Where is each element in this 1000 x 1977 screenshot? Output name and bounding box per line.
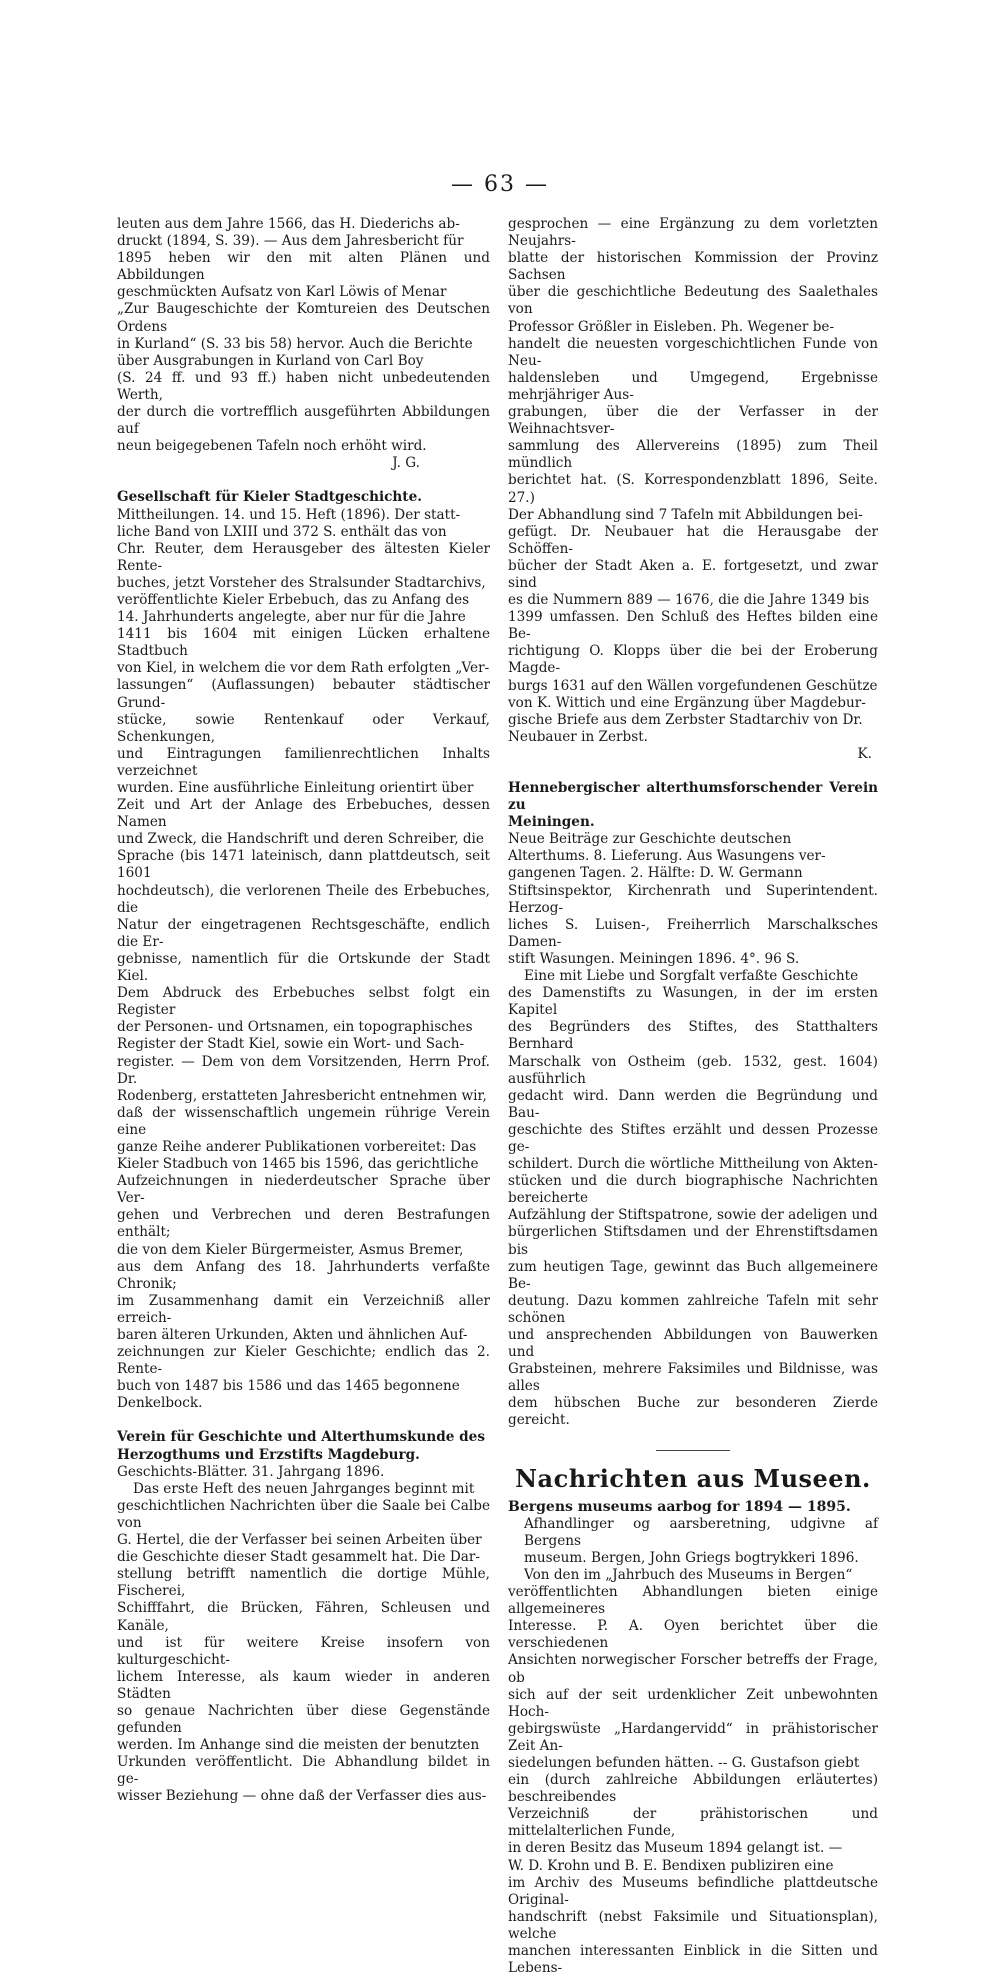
text-line: gangenen Tagen. 2. Hälfte: D. W. Germann	[508, 865, 803, 882]
text-line: Neue Beiträge zur Geschichte deutschen	[508, 831, 792, 848]
text-line: baren älteren Urkunden, Akten und ähnlichen Auf-	[117, 1327, 468, 1343]
text-line: Stiftsinspektor, Kirchenrath und Superintendent. Herzog-	[508, 882, 878, 916]
text-line: Ansichten norwegischer Forscher betreffs der Frage, ob	[508, 1652, 878, 1686]
text-line: des Damenstifts zu Wasungen, in der im ersten Kapitel	[508, 985, 878, 1019]
text-line: blatte der historischen Kommission der Provinz Sachsen	[508, 250, 878, 284]
author-signature: J. G.	[392, 455, 420, 472]
section-heading-museums: Nachrichten aus Museen.	[515, 1463, 871, 1493]
text-line: Rodenberg, erstatteten Jahresbericht entnehmen wir,	[117, 1087, 487, 1104]
text-line: Marschalk von Ostheim (geb. 1532, gest. 1604) ausführlich	[508, 1053, 878, 1087]
text-line: so genaue Nachrichten über diese Gegenstände gefunden	[117, 1702, 490, 1737]
text-line: Denkelbock.	[117, 1395, 203, 1412]
text-line: Grabsteinen, mehrere Faksimiles und Bildnisse, was alles	[508, 1361, 878, 1395]
left-column	[117, 216, 490, 1806]
text-line: von Kiel, in welchem die vor dem Rath erfolgten „Ver-	[117, 660, 490, 677]
entry-heading: Meiningen.	[508, 814, 595, 831]
text-line: Der Abhandlung sind 7 Tafeln mit Abbildungen bei-	[508, 506, 863, 523]
text-line: handelt die neuesten vorgeschichtlichen Funde von Neu-	[508, 335, 878, 369]
text-line: gebirgswüste „Hardangervidd“ in prähistorischer Zeit An-	[508, 1720, 878, 1754]
text-line: stücke, sowie Rentenkauf oder Verkauf, Schenkungen,	[117, 711, 490, 745]
text-line: Geschichts-Blätter. 31. Jahrgang 1896.	[117, 1463, 385, 1480]
text-line: gehen und Verbrechen und deren Bestrafungen enthält;	[117, 1207, 490, 1241]
text-line: Dem Abdruck des Erbebuches selbst folgt ein Register	[117, 985, 490, 1019]
text-line: Alterthums. 8. Lieferung. Aus Wasungens ver-	[508, 848, 826, 865]
text-line: veröffentlichte Kieler Erbebuch, das zu Anfang des	[117, 591, 470, 608]
text-line: Afhandlinger og aarsberetning, udgivne af Bergens	[524, 1515, 878, 1549]
text-line: bücher der Stadt Aken a. E. fortgesetzt, und zwar sind	[508, 557, 878, 591]
text-line: die Geschichte dieser Stadt gesammelt hat. Die Dar-	[117, 1549, 480, 1566]
text-line: museum. Bergen, John Griegs bogtrykkeri 1896.	[524, 1549, 859, 1566]
text-line: haldensleben und Umgegend, Ergebnisse mehrjähriger Aus-	[508, 369, 878, 403]
text-line: Natur der eingetragenen Rechtsgeschäfte, endlich die Er-	[117, 916, 490, 950]
text-line: gebnisse, namentlich für die Ortskunde der Stadt Kiel.	[117, 950, 490, 985]
text-line: buches, jetzt Vorsteher des Stralsunder Stadtarchivs,	[117, 574, 486, 591]
text-line: wisser Beziehung — ohne daß der Verfasser dies aus-	[117, 1788, 487, 1805]
text-line: lassungen“ (Auflassungen) bebauter städtischer Grund-	[117, 677, 490, 711]
text-line: stücken und die durch biographische Nachrichten bereicherte	[508, 1173, 878, 1207]
text-line: stellung betrifft namentlich die dortige Mühle, Fischerei,	[117, 1566, 490, 1600]
entry-heading: Verein für Geschichte und Alterthumskunde des	[117, 1429, 485, 1446]
text-line: 1895 heben wir den mit alten Plänen und Abbildungen	[117, 250, 490, 284]
text-line: sammlung des Allervereins (1895) zum Theil mündlich	[508, 438, 878, 472]
paragraph-kurland-reports	[117, 216, 490, 472]
text-line: (S. 24 ff. und 93 ff.) haben nicht unbedeutenden Werth,	[117, 369, 490, 403]
text-line: zeichnungen zur Kieler Geschichte; endlich das 2. Rente-	[117, 1344, 490, 1378]
entry-magdeburg-verein	[117, 1429, 490, 1805]
text-line: über die geschichtliche Bedeutung des Saalethales von	[508, 284, 878, 318]
text-line: Kieler Stadbuch von 1465 bis 1596, das gerichtliche	[117, 1156, 479, 1173]
text-line: und Zweck, die Handschrift und deren Schreiber, die	[117, 831, 484, 848]
text-line: Aufzählung der Stiftspatrone, sowie der adeligen und	[508, 1207, 878, 1224]
text-line: Eine mit Liebe und Sorgfalt verfaßte Geschichte	[524, 968, 859, 985]
text-line: leuten aus dem Jahre 1566, das H. Diederichs ab-	[117, 216, 460, 232]
text-line: Schifffahrt, die Brücken, Fähren, Schleusen und Kanäle,	[117, 1600, 490, 1634]
text-line: Verzeichniß der prähistorischen und mittelalterlichen Funde,	[508, 1806, 878, 1840]
text-line: und Eintragungen familienrechtlichen Inhalts verzeichnet	[117, 745, 490, 779]
text-line: stift Wasungen. Meiningen 1896. 4°. 96 S.	[508, 950, 800, 967]
text-line: 14. Jahrhunderts angelegte, aber nur für die Jahre	[117, 609, 466, 626]
text-line: bürgerlichen Stiftsdamen und der Ehrenstiftsdamen bis	[508, 1224, 878, 1258]
text-line: Chr. Reuter, dem Herausgeber des ältesten Kieler Rente-	[117, 540, 490, 574]
text-line: werden. Im Anhange sind die meisten der benutzten	[117, 1737, 480, 1754]
text-line: es die Nummern 889 — 1676, die die Jahre 1349 bis	[508, 592, 870, 609]
section-divider	[656, 1450, 730, 1451]
text-line: G. Hertel, die der Verfasser bei seinen Arbeiten über	[117, 1532, 482, 1549]
text-line: im Zusammenhang damit ein Verzeichniß aller erreich-	[117, 1292, 490, 1326]
text-line: gische Briefe aus dem Zerbster Stadtarchiv von Dr.	[508, 711, 863, 728]
text-line: Zeit und Art der Anlage des Erbebuches, dessen Namen	[117, 797, 490, 831]
text-line: ganze Reihe anderer Publikationen vorbereitet: Das	[117, 1138, 477, 1155]
text-line: „Zur Baugeschichte der Komtureien des Deutschen Ordens	[117, 301, 490, 335]
text-line: Urkunden veröffentlicht. Die Abhandlung bildet in ge-	[117, 1754, 490, 1788]
text-line: Mittheilungen. 14. und 15. Heft (1896). Der statt-	[117, 506, 461, 523]
text-line: neun beigegebenen Tafeln noch erhöht wird.	[117, 438, 427, 455]
text-line: Aufzeichnungen in niederdeutscher Sprache über Ver-	[117, 1173, 490, 1207]
text-line: veröffentlichten Abhandlungen bieten einige allgemeineres	[508, 1584, 878, 1618]
text-line: über Ausgrabungen in Kurland von Carl Boy	[117, 352, 424, 369]
page-number: — 63 —	[451, 172, 549, 197]
text-line: gefügt. Dr. Neubauer hat die Herausgabe der Schöffen-	[508, 523, 878, 557]
text-line: des Begründers des Stiftes, des Statthalters Bernhard	[508, 1019, 878, 1053]
text-line: in Kurland“ (S. 33 bis 58) hervor. Auch die Berichte	[117, 335, 473, 352]
right-column	[508, 216, 878, 1977]
text-line: Interesse. P. A. Oyen berichtet über die verschiedenen	[508, 1618, 878, 1652]
text-line: 1411 bis 1604 mit einigen Lücken erhaltene Stadtbuch	[117, 626, 490, 660]
text-line: von K. Wittich und eine Ergänzung über Magdebur-	[508, 694, 866, 711]
text-line: ein (durch zahlreiche Abbildungen erläutertes) beschreibendes	[508, 1772, 878, 1806]
text-line: sich auf der seit urdenklicher Zeit unbewohnten Hoch-	[508, 1686, 878, 1720]
text-line: schildert. Durch die wörtliche Mittheilung von Akten-	[508, 1156, 878, 1173]
entry-hennebergischer-verein	[508, 780, 878, 1430]
text-line: Von den im „Jahrbuch des Museums in Bergen“	[524, 1566, 853, 1583]
text-line: aus dem Anfang des 18. Jahrhunderts verfaßte Chronik;	[117, 1258, 490, 1292]
text-line: zum heutigen Tage, gewinnt das Buch allgemeinere Be-	[508, 1258, 878, 1292]
text-line: die von dem Kieler Bürgermeister, Asmus Bremer,	[117, 1241, 464, 1258]
text-line: und ist für weitere Kreise insofern von kulturgeschicht-	[117, 1634, 490, 1668]
text-line: handschrift (nebst Faksimile und Situationsplan), welche	[508, 1908, 878, 1942]
text-line: deutung. Dazu kommen zahlreiche Tafeln mit sehr schönen	[508, 1292, 878, 1326]
text-line: Professor Größler in Eisleben. Ph. Wegener be-	[508, 318, 835, 335]
text-line: Sprache (bis 1471 lateinisch, dann plattdeutsch, seit 1601	[117, 848, 490, 882]
entry-heading: Bergens museums aarbog for 1894 — 1895.	[508, 1498, 851, 1515]
text-line: geschichtlichen Nachrichten über die Saale bei Calbe von	[117, 1497, 490, 1531]
entry-kieler-stadtgeschichte	[117, 489, 490, 1412]
entry-heading: Hennebergischer alterthumsforschender Verein zu	[508, 780, 878, 814]
text-line: register. — Dem von dem Vorsitzenden, Herrn Prof. Dr.	[117, 1053, 490, 1087]
text-line: burgs 1631 auf den Wällen vorgefundenen Geschütze	[508, 677, 878, 694]
text-line: Das erste Heft des neuen Jahrganges beginnt mit	[133, 1480, 475, 1497]
paragraph-magdeburg-continued	[508, 216, 878, 763]
text-line: geschmückten Aufsatz von Karl Löwis of Menar	[117, 284, 447, 301]
text-line: buch von 1487 bis 1586 und das 1465 begonnene	[117, 1378, 460, 1395]
text-line: gedacht wird. Dann werden die Begründung und Bau-	[508, 1087, 878, 1121]
text-line: manchen interessanten Einblick in die Sitten und Lebens-	[508, 1943, 878, 1977]
text-line: richtigung O. Klopps über die bei der Eroberung Magde-	[508, 643, 878, 677]
text-line: W. D. Krohn und B. E. Bendixen publiziren eine	[508, 1857, 834, 1874]
text-line: siedelungen befunden hätten. -- G. Gustafson giebt	[508, 1754, 860, 1771]
text-line: hochdeutsch), die verlorenen Theile des Erbebuches, die	[117, 882, 490, 916]
text-line: im Archiv des Museums befindliche plattdeutsche Original-	[508, 1874, 878, 1908]
text-line: Register der Stadt Kiel, sowie ein Wort- und Sach-	[117, 1036, 465, 1053]
entry-bergens-museum	[508, 1499, 878, 1977]
entry-heading: Herzogthums und Erzstifts Magdeburg.	[117, 1446, 420, 1463]
text-line: in deren Besitz das Museum 1894 gelangt ist. —	[508, 1840, 843, 1857]
text-line: liche Band von LXIII und 372 S. enthält das von	[117, 523, 447, 540]
text-line: liches S. Luisen-, Freiherrlich Marschalksches Damen-	[508, 916, 878, 950]
entry-heading: Gesellschaft für Kieler Stadtgeschichte.	[117, 489, 422, 506]
text-line: geschichte des Stiftes erzählt und dessen Prozesse ge-	[508, 1121, 878, 1155]
author-signature: K.	[857, 745, 872, 762]
text-line: berichtet hat. (S. Korrespondenzblatt 1896, Seite. 27.)	[508, 472, 878, 506]
text-line: wurden. Eine ausführliche Einleitung orientirt über	[117, 780, 474, 796]
text-line: Neubauer in Zerbst.	[508, 728, 648, 745]
text-line: daß der wissenschaftlich ungemein rührige Verein eine	[117, 1104, 490, 1138]
text-line: der Personen- und Ortsnamen, ein topographisches	[117, 1019, 473, 1036]
text-line: 1399 umfassen. Den Schluß des Heftes bilden eine Be-	[508, 609, 878, 643]
text-line: der durch die vortrefflich ausgeführten Abbildungen auf	[117, 404, 490, 438]
text-line: lichem Interesse, als kaum wieder in anderen Städten	[117, 1668, 490, 1702]
text-line: grabungen, über die der Verfasser in der Weihnachtsver-	[508, 404, 878, 438]
text-line: gesprochen — eine Ergänzung zu dem vorletzten Neujahrs-	[508, 216, 878, 250]
text-line: dem hübschen Buche zur besonderen Zierde gereicht.	[508, 1395, 878, 1429]
text-line: druckt (1894, S. 39). — Aus dem Jahresbericht für	[117, 233, 464, 250]
text-line: und ansprechenden Abbildungen von Bauwerken und	[508, 1327, 878, 1361]
